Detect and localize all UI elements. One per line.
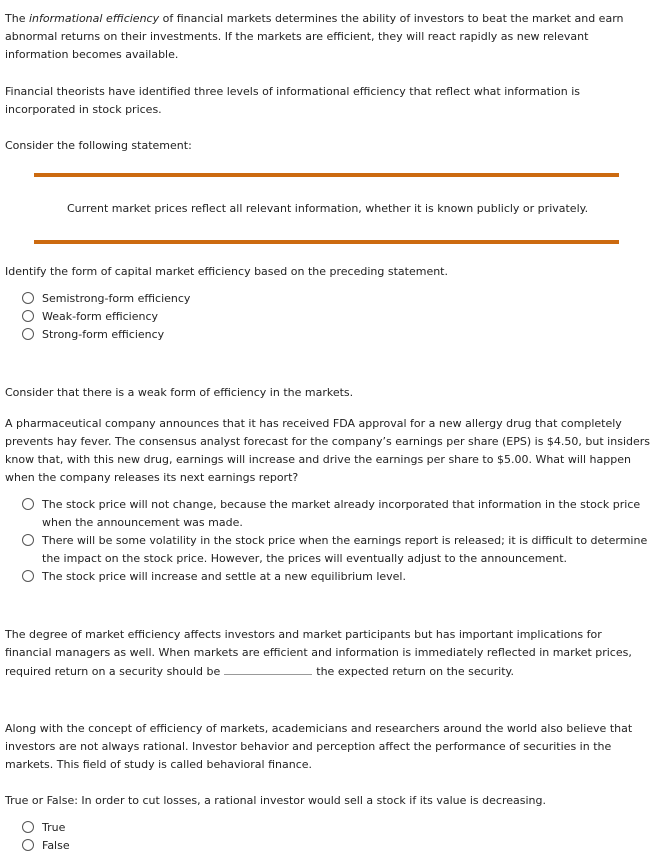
radio-button-icon[interactable] [22,292,34,304]
q2-option-volatility[interactable] [22,532,650,568]
radio-button-icon[interactable] [22,821,34,833]
option-label: There will be some volatility in the stock price when the earnings report is released; it is difficult to determine the impact on the stock price. However, the prices will eventually adjust to the announcement. [42,534,648,565]
option-label: Strong-form efficiency [42,328,165,341]
option-label: The stock price will increase and settle at a new equilibrium level. [42,570,406,583]
q4-prompt: True or False: In order to cut losses, a rational investor would sell a stock if its value is decreasing. [5,794,546,807]
q1-option-weak[interactable] [22,308,650,326]
q2-prompt: A pharmaceutical company announces that it has received FDA approval for a new allergy drug that completely prevents hay fever. The consensus analyst forecast for the company’s earnings per share (EPS) is $4.50, but insiders know that, with this new drug, earnings will increase and drive the earnings per share to $5.00. What will happen when the company releases its next earnings report? [5,417,650,484]
radio-button-icon[interactable] [22,310,34,322]
weak-form-paragraph: Consider that there is a weak form of efficiency in the markets. [5,386,354,399]
quote-bottom-rule [34,240,619,244]
intro-pre: The [5,12,29,25]
option-label: Semistrong-form efficiency [42,292,191,305]
intro-post: of financial markets determines the ability of investors to beat the market and earn abnormal returns on their investments. If the markets are efficient, they will react rapidly as new relevant information becomes available. [5,12,624,61]
q4-option-true[interactable] [22,819,650,837]
q1-prompt: Identify the form of capital market efficiency based on the preceding statement. [5,265,448,278]
q2-option-increase[interactable] [22,568,650,586]
behavioral-paragraph: Along with the concept of efficiency of markets, academicians and researchers around the world also believe that investors are not always rational. Investor behavior and perception affect the performance of securities in the markets. This field of study is called behavioral finance. [5,722,633,771]
radio-button-icon[interactable] [22,498,34,510]
intro-paragraph [5,10,650,64]
q3-blank-dropdown[interactable] [224,662,312,675]
q3-paragraph [5,626,650,681]
q2-option-no-change[interactable] [22,496,650,532]
option-label: The stock price will not change, because the market already incorporated that information in the stock price when the announcement was made. [42,498,641,529]
option-label: True [42,821,66,834]
consider-paragraph: Consider the following statement: [5,139,192,152]
radio-button-icon[interactable] [22,328,34,340]
quote-top-rule [34,173,619,177]
intro-emphasis: informational efficiency [28,12,160,25]
option-label: Weak-form efficiency [42,310,159,323]
quote-statement: Current market prices reflect all relevant information, whether it is known publicly or privately. [67,202,589,215]
radio-button-icon[interactable] [22,570,34,582]
radio-button-icon[interactable] [22,839,34,851]
option-label: False [42,839,70,852]
q1-option-strong[interactable] [22,326,650,344]
q3-pre: The degree of market efficiency affects investors and market participants but has important implications for financial managers as well. When markets are efficient and information is immediately reflected in market prices, required return on a security should be [5,628,632,678]
radio-button-icon[interactable] [22,534,34,546]
q3-post: the expected return on the security. [316,665,514,678]
q4-option-false[interactable] [22,837,650,855]
levels-paragraph: Financial theorists have identified three levels of informational efficiency that reflect what information is incorporated in stock prices. [5,85,580,116]
q1-option-semistrong[interactable] [22,290,650,308]
